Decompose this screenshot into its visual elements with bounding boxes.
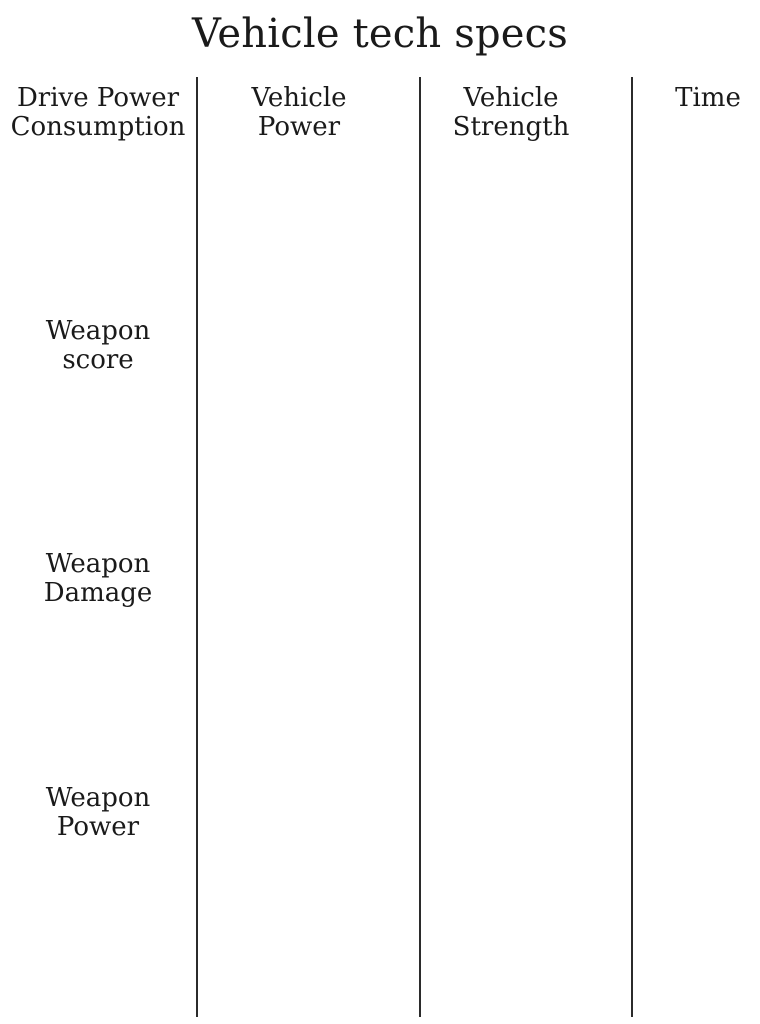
row-label-weapon-power xyxy=(0,784,196,842)
row-label-line: Weapon xyxy=(45,316,151,346)
row-label-weapon-damage xyxy=(0,550,196,608)
row-label-line: score xyxy=(62,345,134,375)
column-header-line: Vehicle xyxy=(251,83,347,113)
column-divider xyxy=(196,77,198,1017)
row-label-line: Damage xyxy=(43,578,153,608)
column-header-line: Power xyxy=(257,112,341,142)
column-divider xyxy=(631,77,633,1017)
row-label-line: Weapon xyxy=(45,549,151,579)
row-label-line: Weapon xyxy=(45,783,151,813)
row-label-line: Power xyxy=(56,812,140,842)
column-header-line: Drive Power xyxy=(16,83,180,113)
column-divider xyxy=(419,77,421,1017)
column-header-vehicle-strength xyxy=(411,84,611,142)
column-header-drive-power-consumption xyxy=(0,84,196,142)
column-header-time xyxy=(633,84,760,113)
column-header-vehicle-power xyxy=(198,84,400,142)
column-header-line: Vehicle xyxy=(463,83,559,113)
column-header-line: Strength xyxy=(452,112,570,142)
page-title: Vehicle tech specs xyxy=(192,11,568,57)
column-header-line: Time xyxy=(675,83,741,113)
column-header-line: Consumption xyxy=(10,112,186,142)
row-label-weapon-score xyxy=(0,317,196,375)
